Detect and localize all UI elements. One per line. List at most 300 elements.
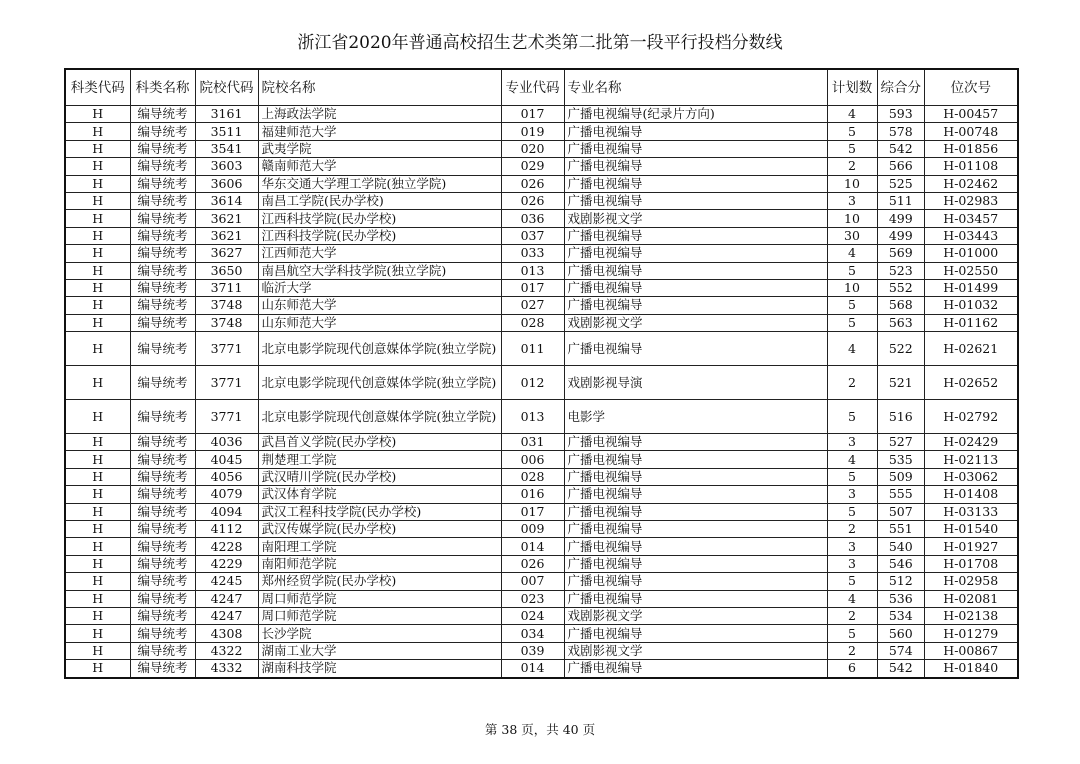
cell-major-code: 009 bbox=[501, 521, 564, 538]
cell-school-code: 3603 bbox=[195, 158, 258, 175]
cell-rank: H-02621 bbox=[925, 332, 1018, 366]
cell-rank: H-01108 bbox=[925, 158, 1018, 175]
cell-score: 534 bbox=[877, 607, 925, 624]
cell-major-code: 011 bbox=[501, 332, 564, 366]
cell-plan-count: 5 bbox=[827, 262, 877, 279]
cell-subject-name: 编导统考 bbox=[130, 434, 195, 451]
cell-school-name: 荆楚理工学院 bbox=[258, 451, 501, 468]
cell-major-name: 广播电视编导 bbox=[564, 555, 827, 572]
cell-major-code: 028 bbox=[501, 314, 564, 331]
cell-rank: H-03133 bbox=[925, 503, 1018, 520]
cell-subject-name: 编导统考 bbox=[130, 538, 195, 555]
cell-school-name: 郑州经贸学院(民办学校) bbox=[258, 573, 501, 590]
table-row bbox=[65, 262, 1018, 279]
cell-major-code: 026 bbox=[501, 175, 564, 192]
cell-rank: H-02550 bbox=[925, 262, 1018, 279]
cell-plan-count: 3 bbox=[827, 434, 877, 451]
cell-subject-code: H bbox=[65, 555, 130, 572]
cell-major-code: 034 bbox=[501, 625, 564, 642]
cell-school-code: 4322 bbox=[195, 642, 258, 659]
cell-rank: H-02138 bbox=[925, 607, 1018, 624]
cell-school-code: 3161 bbox=[195, 106, 258, 123]
table-row bbox=[65, 245, 1018, 262]
table-row bbox=[65, 573, 1018, 590]
cell-subject-name: 编导统考 bbox=[130, 106, 195, 123]
cell-school-name: 湖南工业大学 bbox=[258, 642, 501, 659]
cell-school-name: 江西科技学院(民办学校) bbox=[258, 210, 501, 227]
table-row bbox=[65, 660, 1018, 678]
cell-subject-name: 编导统考 bbox=[130, 192, 195, 209]
header-plan-count: 计划数 bbox=[827, 69, 877, 106]
header-score: 综合分 bbox=[877, 69, 925, 106]
cell-plan-count: 2 bbox=[827, 158, 877, 175]
cell-major-code: 027 bbox=[501, 297, 564, 314]
cell-score: 535 bbox=[877, 451, 925, 468]
cell-score: 499 bbox=[877, 227, 925, 244]
cell-major-name: 广播电视编导 bbox=[564, 332, 827, 366]
cell-rank: H-01279 bbox=[925, 625, 1018, 642]
cell-subject-code: H bbox=[65, 573, 130, 590]
cell-subject-code: H bbox=[65, 210, 130, 227]
cell-school-name: 华东交通大学理工学院(独立学院) bbox=[258, 175, 501, 192]
cell-subject-code: H bbox=[65, 538, 130, 555]
cell-rank: H-01708 bbox=[925, 555, 1018, 572]
cell-rank: H-01162 bbox=[925, 314, 1018, 331]
cell-major-name: 广播电视编导 bbox=[564, 297, 827, 314]
cell-subject-code: H bbox=[65, 486, 130, 503]
cell-subject-name: 编导统考 bbox=[130, 140, 195, 157]
table-header-row bbox=[65, 69, 1018, 106]
cell-school-name: 江西科技学院(民办学校) bbox=[258, 227, 501, 244]
table-row bbox=[65, 521, 1018, 538]
cell-subject-name: 编导统考 bbox=[130, 573, 195, 590]
cell-major-name: 广播电视编导 bbox=[564, 279, 827, 296]
cell-score: 560 bbox=[877, 625, 925, 642]
cell-school-name: 武夷学院 bbox=[258, 140, 501, 157]
cell-major-name: 广播电视编导(纪录片方向) bbox=[564, 106, 827, 123]
table-row bbox=[65, 590, 1018, 607]
cell-subject-name: 编导统考 bbox=[130, 332, 195, 366]
cell-subject-code: H bbox=[65, 332, 130, 366]
cell-plan-count: 2 bbox=[827, 642, 877, 659]
cell-plan-count: 30 bbox=[827, 227, 877, 244]
cell-school-name: 南昌航空大学科技学院(独立学院) bbox=[258, 262, 501, 279]
cell-school-code: 3541 bbox=[195, 140, 258, 157]
cell-school-code: 4247 bbox=[195, 607, 258, 624]
cell-major-name: 广播电视编导 bbox=[564, 434, 827, 451]
cell-major-code: 013 bbox=[501, 400, 564, 434]
cell-plan-count: 5 bbox=[827, 400, 877, 434]
cell-major-name: 广播电视编导 bbox=[564, 573, 827, 590]
cell-school-name: 山东师范大学 bbox=[258, 314, 501, 331]
cell-subject-code: H bbox=[65, 590, 130, 607]
cell-school-code: 4094 bbox=[195, 503, 258, 520]
cell-major-name: 戏剧影视导演 bbox=[564, 366, 827, 400]
cell-school-name: 南昌工学院(民办学校) bbox=[258, 192, 501, 209]
cell-subject-name: 编导统考 bbox=[130, 279, 195, 296]
cell-score: 542 bbox=[877, 660, 925, 678]
cell-major-name: 广播电视编导 bbox=[564, 486, 827, 503]
cell-rank: H-03443 bbox=[925, 227, 1018, 244]
cell-subject-name: 编导统考 bbox=[130, 521, 195, 538]
cell-school-name: 武汉晴川学院(民办学校) bbox=[258, 468, 501, 485]
cell-rank: H-01927 bbox=[925, 538, 1018, 555]
cell-score: 593 bbox=[877, 106, 925, 123]
table-row bbox=[65, 451, 1018, 468]
cell-major-code: 039 bbox=[501, 642, 564, 659]
cell-school-name: 周口师范学院 bbox=[258, 607, 501, 624]
cell-rank: H-02983 bbox=[925, 192, 1018, 209]
cell-major-name: 广播电视编导 bbox=[564, 590, 827, 607]
cell-major-name: 戏剧影视文学 bbox=[564, 642, 827, 659]
cell-rank: H-03062 bbox=[925, 468, 1018, 485]
cell-school-code: 4229 bbox=[195, 555, 258, 572]
cell-score: 527 bbox=[877, 434, 925, 451]
cell-plan-count: 2 bbox=[827, 607, 877, 624]
cell-subject-code: H bbox=[65, 400, 130, 434]
cell-major-code: 019 bbox=[501, 123, 564, 140]
cell-rank: H-02462 bbox=[925, 175, 1018, 192]
cell-plan-count: 2 bbox=[827, 366, 877, 400]
cell-school-code: 4228 bbox=[195, 538, 258, 555]
cell-plan-count: 5 bbox=[827, 314, 877, 331]
cell-school-name: 北京电影学院现代创意媒体学院(独立学院) bbox=[258, 400, 501, 434]
cell-major-name: 戏剧影视文学 bbox=[564, 210, 827, 227]
cell-plan-count: 4 bbox=[827, 106, 877, 123]
cell-subject-name: 编导统考 bbox=[130, 262, 195, 279]
cell-plan-count: 4 bbox=[827, 332, 877, 366]
cell-major-name: 广播电视编导 bbox=[564, 660, 827, 678]
cell-major-name: 广播电视编导 bbox=[564, 503, 827, 520]
cell-score: 546 bbox=[877, 555, 925, 572]
cell-subject-code: H bbox=[65, 245, 130, 262]
table-row bbox=[65, 486, 1018, 503]
cell-major-name: 广播电视编导 bbox=[564, 123, 827, 140]
cell-school-name: 福建师范大学 bbox=[258, 123, 501, 140]
cell-subject-code: H bbox=[65, 366, 130, 400]
cell-school-code: 4332 bbox=[195, 660, 258, 678]
cell-subject-code: H bbox=[65, 140, 130, 157]
cell-major-name: 广播电视编导 bbox=[564, 227, 827, 244]
cell-major-name: 广播电视编导 bbox=[564, 140, 827, 157]
cell-major-name: 广播电视编导 bbox=[564, 158, 827, 175]
cell-subject-name: 编导统考 bbox=[130, 366, 195, 400]
cell-school-code: 3621 bbox=[195, 210, 258, 227]
table-row bbox=[65, 625, 1018, 642]
table-row bbox=[65, 314, 1018, 331]
table-row bbox=[65, 642, 1018, 659]
table-row bbox=[65, 175, 1018, 192]
cell-plan-count: 4 bbox=[827, 590, 877, 607]
cell-school-code: 3606 bbox=[195, 175, 258, 192]
cell-rank: H-02429 bbox=[925, 434, 1018, 451]
table-row bbox=[65, 227, 1018, 244]
cell-plan-count: 10 bbox=[827, 175, 877, 192]
cell-school-code: 3748 bbox=[195, 297, 258, 314]
cell-score: 563 bbox=[877, 314, 925, 331]
cell-subject-name: 编导统考 bbox=[130, 625, 195, 642]
document-title: 浙江省2020年普通高校招生艺术类第二批第一段平行投档分数线 bbox=[297, 33, 783, 53]
cell-rank: H-03457 bbox=[925, 210, 1018, 227]
cell-subject-name: 编导统考 bbox=[130, 400, 195, 434]
table-row bbox=[65, 158, 1018, 175]
cell-plan-count: 3 bbox=[827, 538, 877, 555]
table-body bbox=[65, 106, 1018, 678]
cell-school-code: 3650 bbox=[195, 262, 258, 279]
cell-major-code: 013 bbox=[501, 262, 564, 279]
cell-subject-code: H bbox=[65, 642, 130, 659]
cell-subject-name: 编导统考 bbox=[130, 486, 195, 503]
cell-major-name: 戏剧影视文学 bbox=[564, 607, 827, 624]
cell-major-code: 036 bbox=[501, 210, 564, 227]
cell-plan-count: 5 bbox=[827, 123, 877, 140]
cell-subject-name: 编导统考 bbox=[130, 642, 195, 659]
table-row bbox=[65, 555, 1018, 572]
cell-plan-count: 3 bbox=[827, 486, 877, 503]
cell-major-code: 017 bbox=[501, 279, 564, 296]
cell-major-code: 020 bbox=[501, 140, 564, 157]
table-row bbox=[65, 468, 1018, 485]
cell-major-name: 电影学 bbox=[564, 400, 827, 434]
cell-subject-code: H bbox=[65, 468, 130, 485]
cell-score: 509 bbox=[877, 468, 925, 485]
cell-school-code: 4245 bbox=[195, 573, 258, 590]
cell-score: 569 bbox=[877, 245, 925, 262]
cell-school-name: 武汉工程科技学院(民办学校) bbox=[258, 503, 501, 520]
cell-major-code: 024 bbox=[501, 607, 564, 624]
cell-score: 511 bbox=[877, 192, 925, 209]
cell-score: 525 bbox=[877, 175, 925, 192]
cell-subject-code: H bbox=[65, 314, 130, 331]
cell-major-name: 广播电视编导 bbox=[564, 451, 827, 468]
cell-score: 521 bbox=[877, 366, 925, 400]
cell-major-code: 007 bbox=[501, 573, 564, 590]
cell-plan-count: 5 bbox=[827, 297, 877, 314]
cell-subject-name: 编导统考 bbox=[130, 468, 195, 485]
cell-score: 568 bbox=[877, 297, 925, 314]
cell-school-code: 3621 bbox=[195, 227, 258, 244]
cell-subject-name: 编导统考 bbox=[130, 660, 195, 678]
cell-school-name: 江西师范大学 bbox=[258, 245, 501, 262]
header-major-code: 专业代码 bbox=[501, 69, 564, 106]
cell-plan-count: 3 bbox=[827, 555, 877, 572]
cell-score: 512 bbox=[877, 573, 925, 590]
cell-subject-name: 编导统考 bbox=[130, 297, 195, 314]
table-row bbox=[65, 210, 1018, 227]
cell-plan-count: 5 bbox=[827, 468, 877, 485]
cell-subject-name: 编导统考 bbox=[130, 314, 195, 331]
header-subject-code: 科类代码 bbox=[65, 69, 130, 106]
cell-school-name: 长沙学院 bbox=[258, 625, 501, 642]
cell-school-name: 武汉传媒学院(民办学校) bbox=[258, 521, 501, 538]
cell-subject-code: H bbox=[65, 106, 130, 123]
cell-subject-code: H bbox=[65, 227, 130, 244]
cell-school-name: 北京电影学院现代创意媒体学院(独立学院) bbox=[258, 332, 501, 366]
cell-rank: H-01032 bbox=[925, 297, 1018, 314]
cell-rank: H-02081 bbox=[925, 590, 1018, 607]
cell-major-code: 017 bbox=[501, 106, 564, 123]
cell-school-name: 上海政法学院 bbox=[258, 106, 501, 123]
cell-school-name: 北京电影学院现代创意媒体学院(独立学院) bbox=[258, 366, 501, 400]
cell-major-code: 026 bbox=[501, 192, 564, 209]
cell-rank: H-01840 bbox=[925, 660, 1018, 678]
cell-score: 523 bbox=[877, 262, 925, 279]
cell-plan-count: 5 bbox=[827, 503, 877, 520]
cell-score: 574 bbox=[877, 642, 925, 659]
cell-plan-count: 5 bbox=[827, 625, 877, 642]
cell-school-code: 3748 bbox=[195, 314, 258, 331]
cell-plan-count: 10 bbox=[827, 279, 877, 296]
cell-school-code: 4056 bbox=[195, 468, 258, 485]
cell-plan-count: 5 bbox=[827, 140, 877, 157]
cell-school-code: 3627 bbox=[195, 245, 258, 262]
cell-school-code: 4112 bbox=[195, 521, 258, 538]
cell-major-code: 029 bbox=[501, 158, 564, 175]
table-row bbox=[65, 400, 1018, 434]
cell-school-code: 3771 bbox=[195, 366, 258, 400]
cell-school-name: 南阳理工学院 bbox=[258, 538, 501, 555]
header-rank: 位次号 bbox=[925, 69, 1018, 106]
cell-major-name: 广播电视编导 bbox=[564, 175, 827, 192]
header-school-code: 院校代码 bbox=[195, 69, 258, 106]
cell-school-name: 湖南科技学院 bbox=[258, 660, 501, 678]
cell-school-code: 4045 bbox=[195, 451, 258, 468]
cell-school-name: 赣南师范大学 bbox=[258, 158, 501, 175]
cell-major-name: 广播电视编导 bbox=[564, 521, 827, 538]
cell-subject-code: H bbox=[65, 434, 130, 451]
header-school-name: 院校名称 bbox=[258, 69, 501, 106]
cell-school-code: 3711 bbox=[195, 279, 258, 296]
cell-major-name: 广播电视编导 bbox=[564, 468, 827, 485]
cell-subject-code: H bbox=[65, 625, 130, 642]
cell-subject-name: 编导统考 bbox=[130, 607, 195, 624]
cell-subject-name: 编导统考 bbox=[130, 503, 195, 520]
cell-rank: H-02113 bbox=[925, 451, 1018, 468]
cell-school-code: 3771 bbox=[195, 400, 258, 434]
header-major-name: 专业名称 bbox=[564, 69, 827, 106]
cell-rank: H-01856 bbox=[925, 140, 1018, 157]
cell-score: 551 bbox=[877, 521, 925, 538]
cell-school-code: 4247 bbox=[195, 590, 258, 607]
cell-subject-name: 编导统考 bbox=[130, 590, 195, 607]
cell-rank: H-02652 bbox=[925, 366, 1018, 400]
cell-major-code: 016 bbox=[501, 486, 564, 503]
cell-subject-code: H bbox=[65, 192, 130, 209]
cell-major-code: 006 bbox=[501, 451, 564, 468]
cell-major-code: 014 bbox=[501, 660, 564, 678]
cell-rank: H-00457 bbox=[925, 106, 1018, 123]
cell-school-name: 武汉体育学院 bbox=[258, 486, 501, 503]
cell-subject-code: H bbox=[65, 503, 130, 520]
cell-rank: H-01000 bbox=[925, 245, 1018, 262]
cell-subject-name: 编导统考 bbox=[130, 227, 195, 244]
cell-major-name: 广播电视编导 bbox=[564, 538, 827, 555]
cell-major-name: 戏剧影视文学 bbox=[564, 314, 827, 331]
cell-subject-name: 编导统考 bbox=[130, 123, 195, 140]
cell-major-code: 028 bbox=[501, 468, 564, 485]
cell-subject-code: H bbox=[65, 607, 130, 624]
cell-school-code: 3771 bbox=[195, 332, 258, 366]
cell-score: 555 bbox=[877, 486, 925, 503]
cell-rank: H-01408 bbox=[925, 486, 1018, 503]
cell-rank: H-00748 bbox=[925, 123, 1018, 140]
cell-subject-code: H bbox=[65, 175, 130, 192]
table-row bbox=[65, 106, 1018, 123]
cell-plan-count: 3 bbox=[827, 192, 877, 209]
cell-major-code: 033 bbox=[501, 245, 564, 262]
cell-subject-code: H bbox=[65, 451, 130, 468]
header-subject-name: 科类名称 bbox=[130, 69, 195, 106]
cell-major-code: 026 bbox=[501, 555, 564, 572]
cell-major-code: 023 bbox=[501, 590, 564, 607]
cell-subject-name: 编导统考 bbox=[130, 245, 195, 262]
cell-subject-code: H bbox=[65, 123, 130, 140]
cell-subject-code: H bbox=[65, 279, 130, 296]
cell-school-name: 山东师范大学 bbox=[258, 297, 501, 314]
cell-score: 536 bbox=[877, 590, 925, 607]
cell-rank: H-02792 bbox=[925, 400, 1018, 434]
cell-school-code: 3614 bbox=[195, 192, 258, 209]
cell-school-code: 4308 bbox=[195, 625, 258, 642]
cell-rank: H-01540 bbox=[925, 521, 1018, 538]
cell-score: 540 bbox=[877, 538, 925, 555]
table-row bbox=[65, 366, 1018, 400]
table-row bbox=[65, 279, 1018, 296]
table-row bbox=[65, 434, 1018, 451]
cell-subject-code: H bbox=[65, 297, 130, 314]
cell-plan-count: 10 bbox=[827, 210, 877, 227]
table-row bbox=[65, 140, 1018, 157]
cell-plan-count: 2 bbox=[827, 521, 877, 538]
cell-school-name: 临沂大学 bbox=[258, 279, 501, 296]
table-row bbox=[65, 332, 1018, 366]
page-number: 第 38 页，共 40 页 bbox=[484, 722, 596, 737]
table-row bbox=[65, 123, 1018, 140]
cell-score: 522 bbox=[877, 332, 925, 366]
cell-major-code: 012 bbox=[501, 366, 564, 400]
cell-score: 578 bbox=[877, 123, 925, 140]
cell-score: 516 bbox=[877, 400, 925, 434]
cell-rank: H-01499 bbox=[925, 279, 1018, 296]
cell-plan-count: 5 bbox=[827, 573, 877, 590]
cell-major-code: 014 bbox=[501, 538, 564, 555]
cell-rank: H-02958 bbox=[925, 573, 1018, 590]
cell-major-name: 广播电视编导 bbox=[564, 245, 827, 262]
cell-subject-name: 编导统考 bbox=[130, 158, 195, 175]
cell-school-code: 4079 bbox=[195, 486, 258, 503]
cell-score: 507 bbox=[877, 503, 925, 520]
cell-score: 566 bbox=[877, 158, 925, 175]
cell-school-code: 3511 bbox=[195, 123, 258, 140]
cell-subject-code: H bbox=[65, 262, 130, 279]
cell-school-name: 南阳师范学院 bbox=[258, 555, 501, 572]
cell-subject-code: H bbox=[65, 158, 130, 175]
cell-rank: H-00867 bbox=[925, 642, 1018, 659]
cell-subject-code: H bbox=[65, 521, 130, 538]
cell-score: 542 bbox=[877, 140, 925, 157]
cell-plan-count: 4 bbox=[827, 245, 877, 262]
cell-major-code: 031 bbox=[501, 434, 564, 451]
cell-subject-name: 编导统考 bbox=[130, 210, 195, 227]
cell-major-code: 017 bbox=[501, 503, 564, 520]
cell-major-name: 广播电视编导 bbox=[564, 625, 827, 642]
cell-subject-name: 编导统考 bbox=[130, 451, 195, 468]
cell-subject-code: H bbox=[65, 660, 130, 678]
cell-plan-count: 4 bbox=[827, 451, 877, 468]
cell-school-name: 周口师范学院 bbox=[258, 590, 501, 607]
cell-score: 552 bbox=[877, 279, 925, 296]
cell-plan-count: 6 bbox=[827, 660, 877, 678]
